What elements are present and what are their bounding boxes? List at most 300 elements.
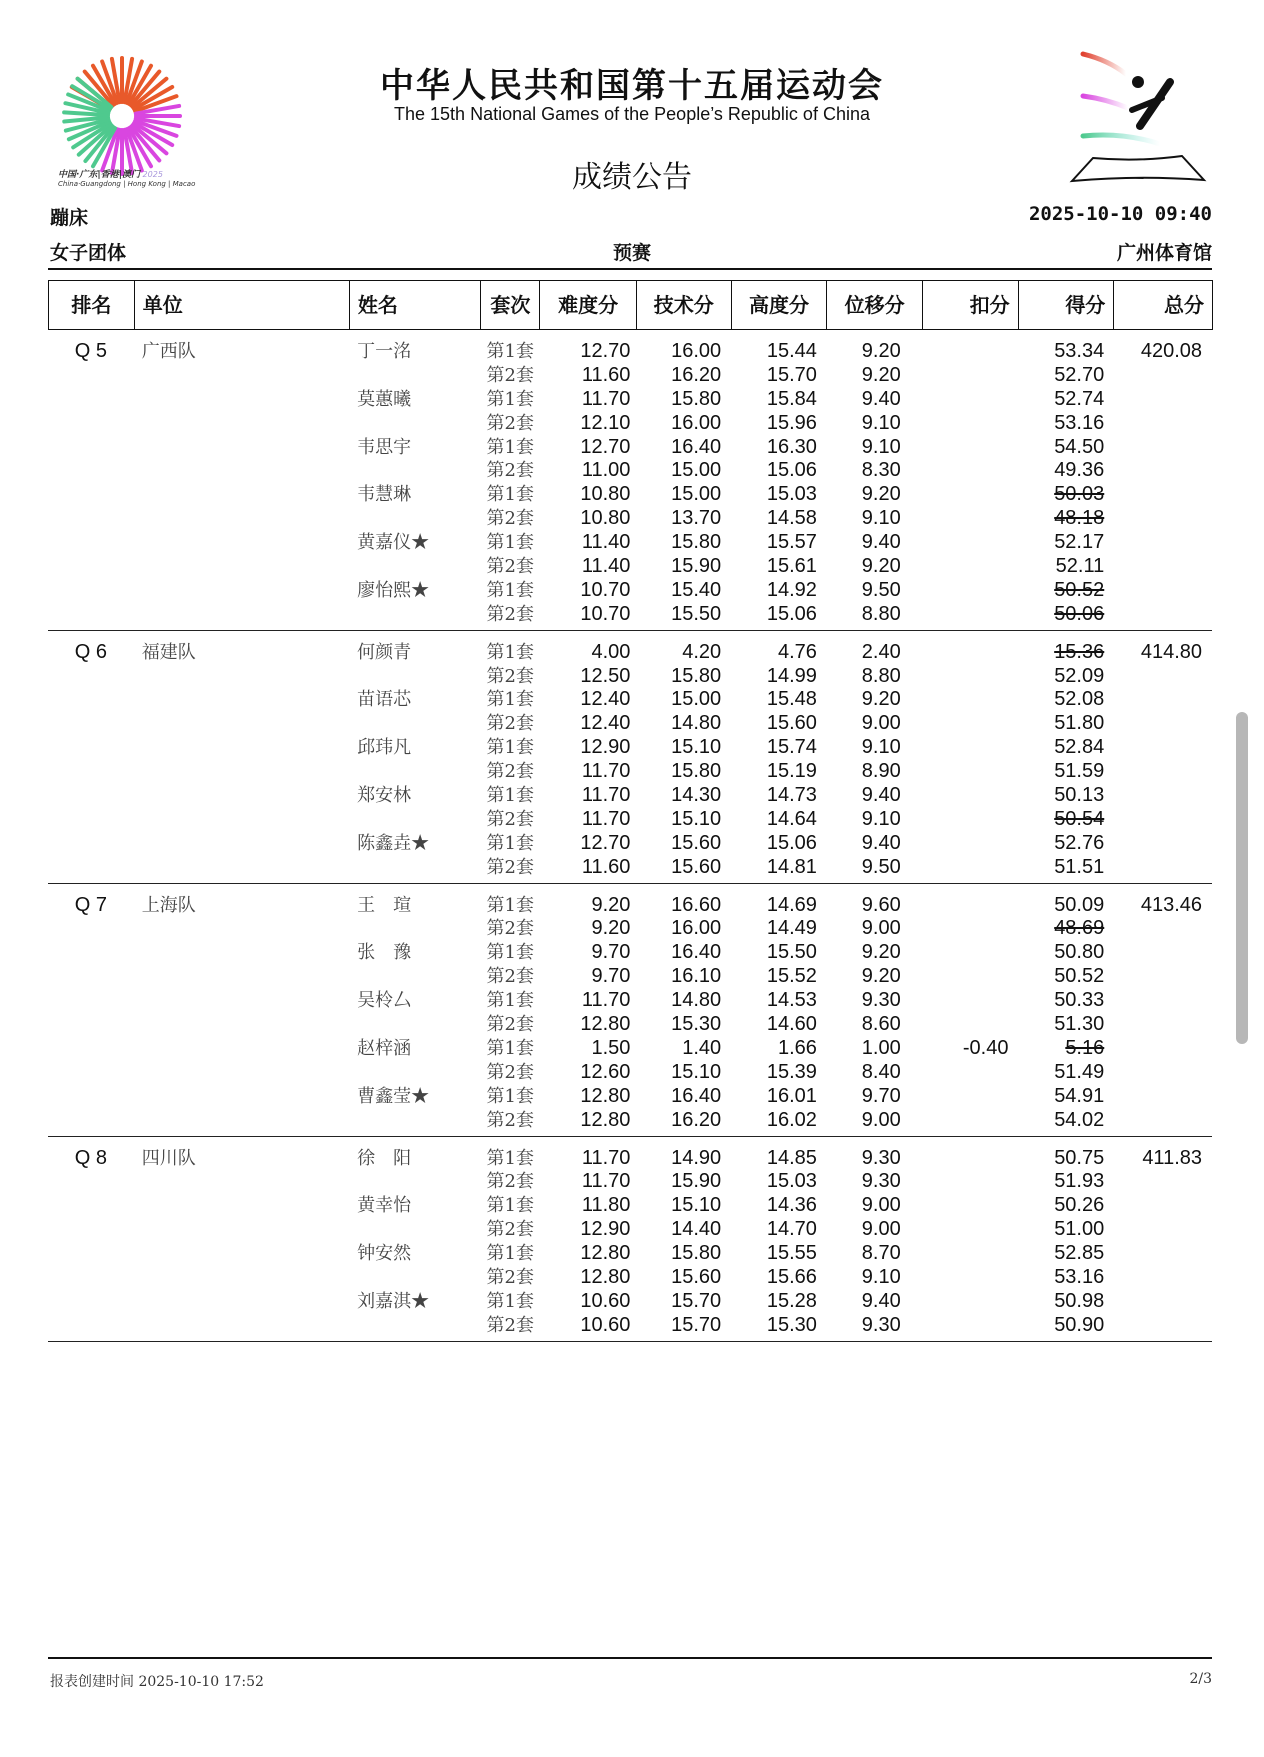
team-cell: 上海队 (141, 894, 196, 916)
execution-cell: 15.60 (671, 855, 722, 878)
penalty-cell (923, 1242, 1019, 1266)
rank-cell (48, 989, 134, 1013)
score-cell: 51.30 (1054, 1013, 1105, 1036)
team-cell (134, 1061, 349, 1085)
score-cell: 50.33 (1054, 989, 1105, 1012)
execution-cell: 14.30 (671, 784, 722, 807)
score-cell: 50.06 (1054, 602, 1105, 625)
set-cell: 第2套 (486, 412, 534, 434)
time-of-flight-cell: 15.96 (766, 411, 817, 434)
score-cell: 51.93 (1054, 1170, 1105, 1193)
header-divider (48, 268, 1212, 270)
rank-cell (48, 1218, 134, 1242)
difficulty-cell: 12.10 (580, 411, 631, 434)
displacement-cell: 9.00 (861, 712, 901, 735)
rank-cell (48, 436, 134, 460)
penalty-cell (923, 665, 1019, 689)
table-row (48, 388, 1212, 412)
name-cell: 黄嘉仪★ (357, 532, 430, 554)
rank-cell (48, 603, 134, 627)
displacement-cell: 9.20 (861, 688, 901, 711)
execution-cell: 16.00 (671, 411, 722, 434)
displacement-cell: 9.20 (861, 941, 901, 964)
score-cell: 51.00 (1054, 1218, 1105, 1241)
table-row (48, 1061, 1212, 1085)
team-group (48, 340, 1212, 631)
difficulty-cell: 12.90 (580, 736, 631, 759)
rank-cell (48, 364, 134, 388)
table-row (48, 459, 1212, 483)
execution-cell: 15.90 (671, 555, 722, 578)
name-cell: 苗语芯 (357, 689, 412, 711)
penalty-cell (923, 388, 1019, 412)
rank-cell (48, 1037, 134, 1061)
displacement-cell: 2.40 (861, 640, 901, 663)
execution-cell: 14.40 (671, 1218, 722, 1241)
footer-divider (48, 1657, 1212, 1659)
score-cell: 51.51 (1054, 855, 1105, 878)
total-cell (1114, 665, 1212, 689)
name-cell: 曹鑫莹★ (357, 1085, 430, 1107)
team-cell: 福建队 (141, 641, 196, 663)
time-of-flight-cell: 15.39 (766, 1060, 817, 1083)
table-row (48, 736, 1212, 760)
score-cell: 53.16 (1054, 1265, 1105, 1288)
total-cell (1114, 1109, 1212, 1133)
team-cell (134, 364, 349, 388)
difficulty-cell: 11.60 (581, 855, 631, 878)
set-cell: 第1套 (486, 579, 534, 601)
table-row (48, 483, 1212, 507)
team-cell (134, 1314, 349, 1338)
set-cell: 第1套 (486, 689, 534, 711)
execution-cell: 16.60 (671, 893, 722, 916)
displacement-cell: 9.10 (861, 1265, 901, 1288)
table-row (48, 1147, 1212, 1171)
penalty-cell (923, 941, 1019, 965)
penalty-cell (923, 364, 1019, 388)
table-row (48, 555, 1212, 579)
team-cell (134, 832, 349, 856)
execution-cell: 15.00 (671, 483, 722, 506)
name-cell (349, 1218, 481, 1242)
displacement-cell: 9.00 (861, 917, 901, 940)
name-cell: 吴柃厶 (357, 990, 412, 1012)
total-cell (1114, 459, 1212, 483)
execution-cell: 15.10 (671, 1060, 722, 1083)
penalty-cell (923, 808, 1019, 832)
set-cell: 第1套 (486, 388, 534, 410)
logo-caption-year: 2025 (142, 170, 163, 179)
total-cell (1114, 412, 1212, 436)
total-cell (1114, 364, 1212, 388)
time-of-flight-cell: 15.66 (766, 1265, 817, 1288)
displacement-cell: 9.00 (861, 1194, 901, 1217)
penalty-cell (923, 965, 1019, 989)
name-cell (349, 712, 481, 736)
score-cell: 53.16 (1054, 411, 1105, 434)
rank-cell: Q 6 (74, 640, 108, 663)
name-cell (349, 1170, 481, 1194)
total-cell (1114, 1266, 1212, 1290)
difficulty-cell: 12.80 (580, 1265, 631, 1288)
table-row (48, 941, 1212, 965)
penalty-cell (923, 832, 1019, 856)
rank-cell (48, 1013, 134, 1037)
penalty-cell (923, 1109, 1019, 1133)
execution-cell: 16.00 (671, 917, 722, 940)
displacement-cell: 8.40 (861, 1060, 901, 1083)
penalty-cell (923, 784, 1019, 808)
table-row (48, 603, 1212, 627)
time-of-flight-cell: 16.01 (766, 1084, 817, 1107)
col-score: 得分 (1019, 281, 1115, 329)
table-row (48, 1290, 1212, 1314)
team-cell (134, 1109, 349, 1133)
execution-cell: 15.90 (671, 1170, 722, 1193)
score-cell: 52.74 (1054, 387, 1105, 410)
displacement-cell: 8.80 (861, 602, 901, 625)
time-of-flight-cell: 14.81 (766, 855, 817, 878)
total-cell (1114, 579, 1212, 603)
table-row (48, 989, 1212, 1013)
displacement-cell: 9.10 (861, 507, 901, 530)
team-group (48, 894, 1212, 1137)
difficulty-cell: 11.80 (581, 1194, 631, 1217)
displacement-cell: 9.30 (861, 989, 901, 1012)
displacement-cell: 9.70 (861, 1084, 901, 1107)
rank-cell (48, 483, 134, 507)
set-cell: 第2套 (486, 1014, 534, 1036)
set-cell: 第2套 (486, 713, 534, 735)
displacement-cell: 9.40 (861, 531, 901, 554)
name-cell: 郑安林 (357, 785, 412, 807)
execution-cell: 15.40 (671, 578, 722, 601)
name-cell (349, 1109, 481, 1133)
name-cell (349, 760, 481, 784)
execution-cell: 15.80 (671, 387, 722, 410)
set-cell: 第2套 (486, 1171, 534, 1193)
penalty-cell (923, 641, 1019, 665)
difficulty-cell: 11.40 (581, 555, 631, 578)
table-row (48, 412, 1212, 436)
name-cell (349, 412, 481, 436)
total-cell (1114, 736, 1212, 760)
difficulty-cell: 11.70 (581, 989, 631, 1012)
execution-cell: 15.70 (671, 1289, 722, 1312)
time-of-flight-cell: 14.60 (766, 1013, 817, 1036)
rank-cell (48, 388, 134, 412)
total-cell (1114, 712, 1212, 736)
team-cell (134, 412, 349, 436)
displacement-cell: 9.20 (861, 965, 901, 988)
penalty-cell (923, 507, 1019, 531)
table-row (48, 712, 1212, 736)
col-set: 套次 (481, 281, 540, 329)
team-cell (134, 712, 349, 736)
name-cell (349, 1061, 481, 1085)
table-row (48, 1218, 1212, 1242)
name-cell: 钟安然 (357, 1243, 412, 1265)
score-cell: 54.02 (1054, 1108, 1105, 1131)
score-cell: 48.69 (1054, 917, 1105, 940)
displacement-cell: 9.50 (861, 855, 901, 878)
displacement-cell: 9.30 (861, 1313, 901, 1336)
team-cell (134, 760, 349, 784)
rank-cell (48, 1266, 134, 1290)
set-cell: 第2套 (486, 556, 534, 578)
table-row (48, 1194, 1212, 1218)
set-cell: 第2套 (486, 665, 534, 687)
rank-cell (48, 579, 134, 603)
col-time-of-flight: 高度分 (732, 281, 828, 329)
rank-cell (48, 1242, 134, 1266)
penalty-cell: -0.40 (962, 1036, 1009, 1059)
total-cell (1114, 989, 1212, 1013)
penalty-cell (923, 412, 1019, 436)
score-cell: 54.91 (1054, 1084, 1105, 1107)
rank-cell: Q 5 (74, 340, 108, 362)
set-cell: 第2套 (486, 808, 534, 830)
name-cell (349, 917, 481, 941)
displacement-cell: 9.20 (861, 555, 901, 578)
table-row (48, 1037, 1212, 1061)
penalty-cell (923, 1147, 1019, 1171)
time-of-flight-cell: 15.03 (766, 1170, 817, 1193)
table-row (48, 1170, 1212, 1194)
set-cell: 第1套 (486, 1147, 534, 1169)
set-cell: 第1套 (486, 1195, 534, 1217)
difficulty-cell: 12.80 (580, 1084, 631, 1107)
time-of-flight-cell: 15.74 (766, 736, 817, 759)
team-cell (134, 1242, 349, 1266)
total-cell (1114, 1314, 1212, 1338)
rank-cell (48, 1194, 134, 1218)
rank-cell (48, 665, 134, 689)
games-title-cn: 中华人民共和国第十五届运动会 (380, 66, 884, 106)
execution-cell: 14.80 (671, 989, 722, 1012)
difficulty-cell: 12.60 (580, 1060, 631, 1083)
team-cell (134, 603, 349, 627)
results-table-header (48, 280, 1213, 330)
difficulty-cell: 12.70 (580, 831, 631, 854)
difficulty-cell: 11.00 (581, 459, 631, 482)
total-cell (1114, 965, 1212, 989)
score-cell: 51.59 (1054, 760, 1105, 783)
score-cell: 53.34 (1054, 340, 1105, 362)
difficulty-cell: 1.50 (591, 1036, 631, 1059)
difficulty-cell: 10.80 (580, 507, 631, 530)
name-cell: 赵梓涵 (357, 1037, 412, 1059)
rank-cell (48, 1085, 134, 1109)
time-of-flight-cell: 15.55 (766, 1242, 817, 1265)
time-of-flight-cell: 14.58 (766, 507, 817, 530)
logo-caption-en: China·Guangdong | Hong Kong | Macao (58, 180, 196, 188)
team-cell (134, 483, 349, 507)
name-cell (349, 965, 481, 989)
displacement-cell: 9.10 (861, 435, 901, 458)
name-cell (349, 555, 481, 579)
time-of-flight-cell: 15.06 (766, 831, 817, 854)
displacement-cell: 9.00 (861, 1218, 901, 1241)
score-cell: 50.80 (1054, 941, 1105, 964)
rank-cell: Q 8 (74, 1146, 108, 1169)
trampoline-pictogram-icon (1068, 46, 1218, 186)
time-of-flight-cell: 15.57 (766, 531, 817, 554)
score-cell: 50.52 (1054, 578, 1105, 601)
col-displacement: 位移分 (827, 281, 923, 329)
table-row (48, 856, 1212, 880)
set-cell: 第1套 (486, 832, 534, 854)
penalty-cell (923, 340, 1019, 364)
difficulty-cell: 12.50 (580, 664, 631, 687)
difficulty-cell: 11.70 (581, 1146, 631, 1169)
difficulty-cell: 12.80 (580, 1242, 631, 1265)
penalty-cell (923, 736, 1019, 760)
execution-cell: 15.70 (671, 1313, 722, 1336)
team-cell (134, 688, 349, 712)
difficulty-cell: 10.60 (580, 1313, 631, 1336)
rank-cell (48, 832, 134, 856)
col-rank: 排名 (49, 281, 135, 329)
total-cell: 411.83 (1142, 1146, 1202, 1169)
name-cell (349, 665, 481, 689)
penalty-cell (923, 483, 1019, 507)
execution-cell: 15.10 (671, 807, 722, 830)
displacement-cell: 9.40 (861, 784, 901, 807)
rank-cell (48, 1109, 134, 1133)
score-cell: 5.16 (1065, 1036, 1105, 1059)
team-cell (134, 507, 349, 531)
displacement-cell: 9.10 (861, 411, 901, 434)
rank-cell (48, 784, 134, 808)
team-cell (134, 459, 349, 483)
score-cell: 48.18 (1054, 507, 1105, 530)
team-cell (134, 579, 349, 603)
displacement-cell: 8.30 (861, 459, 901, 482)
time-of-flight-cell: 15.06 (766, 602, 817, 625)
results-announcement-title: 成绩公告 (572, 160, 692, 195)
venue-name: 广州体育馆 (1116, 242, 1212, 264)
rank-cell (48, 531, 134, 555)
col-penalty: 扣分 (923, 281, 1019, 329)
score-cell: 15.36 (1054, 640, 1105, 663)
displacement-cell: 9.10 (861, 807, 901, 830)
execution-cell: 15.00 (671, 688, 722, 711)
displacement-cell: 9.50 (861, 578, 901, 601)
score-cell: 51.80 (1054, 712, 1105, 735)
rank-cell (48, 917, 134, 941)
displacement-cell: 9.30 (861, 1146, 901, 1169)
team-cell (134, 1218, 349, 1242)
execution-cell: 15.00 (671, 459, 722, 482)
score-cell: 50.98 (1054, 1289, 1105, 1312)
difficulty-cell: 12.70 (580, 340, 631, 362)
displacement-cell: 9.40 (861, 831, 901, 854)
time-of-flight-cell: 16.02 (766, 1108, 817, 1131)
score-cell: 54.50 (1054, 435, 1105, 458)
total-cell (1114, 1037, 1212, 1061)
displacement-cell: 9.00 (861, 1108, 901, 1131)
table-row (48, 665, 1212, 689)
execution-cell: 15.80 (671, 760, 722, 783)
set-cell: 第1套 (486, 1085, 534, 1107)
total-cell (1114, 1290, 1212, 1314)
score-cell: 50.90 (1054, 1313, 1105, 1336)
penalty-cell (923, 1170, 1019, 1194)
event-name: 女子团体 (50, 242, 127, 264)
team-cell (134, 555, 349, 579)
set-cell: 第2套 (486, 603, 534, 625)
set-cell: 第2套 (486, 1266, 534, 1288)
time-of-flight-cell: 15.06 (766, 459, 817, 482)
set-cell: 第2套 (486, 966, 534, 988)
time-of-flight-cell: 15.52 (766, 965, 817, 988)
page-number: 2/3 (1189, 1671, 1212, 1687)
set-cell: 第1套 (486, 484, 534, 506)
time-of-flight-cell: 14.49 (766, 917, 817, 940)
total-cell (1114, 1194, 1212, 1218)
set-cell: 第1套 (486, 737, 534, 759)
team-cell (134, 531, 349, 555)
table-row (48, 1266, 1212, 1290)
time-of-flight-cell: 14.64 (766, 807, 817, 830)
difficulty-cell: 12.40 (580, 688, 631, 711)
penalty-cell (923, 856, 1019, 880)
penalty-cell (923, 989, 1019, 1013)
score-cell: 52.17 (1054, 531, 1105, 554)
time-of-flight-cell: 1.66 (777, 1036, 817, 1059)
table-row (48, 641, 1212, 665)
name-cell (349, 856, 481, 880)
execution-cell: 13.70 (671, 507, 722, 530)
rank-cell (48, 1170, 134, 1194)
team-cell (134, 1194, 349, 1218)
displacement-cell: 9.30 (861, 1170, 901, 1193)
penalty-cell (923, 436, 1019, 460)
set-cell: 第1套 (486, 942, 534, 964)
execution-cell: 16.20 (671, 363, 722, 386)
total-cell (1114, 808, 1212, 832)
col-total: 总分 (1163, 293, 1204, 317)
time-of-flight-cell: 14.53 (766, 989, 817, 1012)
execution-cell: 15.80 (671, 531, 722, 554)
team-cell (134, 1170, 349, 1194)
rank-cell (48, 760, 134, 784)
table-row (48, 579, 1212, 603)
total-cell (1114, 941, 1212, 965)
displacement-cell: 9.40 (861, 387, 901, 410)
score-cell: 52.76 (1054, 831, 1105, 854)
competition-phase: 预赛 (612, 242, 651, 264)
execution-cell: 15.80 (671, 1242, 722, 1265)
name-cell: 黄幸怡 (357, 1195, 412, 1217)
time-of-flight-cell: 15.30 (766, 1313, 817, 1336)
vertical-scrollbar[interactable] (1236, 712, 1248, 1044)
score-cell: 50.52 (1054, 965, 1105, 988)
score-cell: 50.09 (1054, 893, 1105, 916)
team-cell: 四川队 (141, 1147, 196, 1169)
score-cell: 52.84 (1054, 736, 1105, 759)
difficulty-cell: 10.60 (580, 1289, 631, 1312)
difficulty-cell: 9.70 (591, 941, 631, 964)
displacement-cell: 1.00 (861, 1036, 901, 1059)
rank-cell (48, 459, 134, 483)
total-cell (1114, 832, 1212, 856)
set-cell: 第1套 (486, 894, 534, 916)
table-row (48, 894, 1212, 918)
table-row (48, 1013, 1212, 1037)
